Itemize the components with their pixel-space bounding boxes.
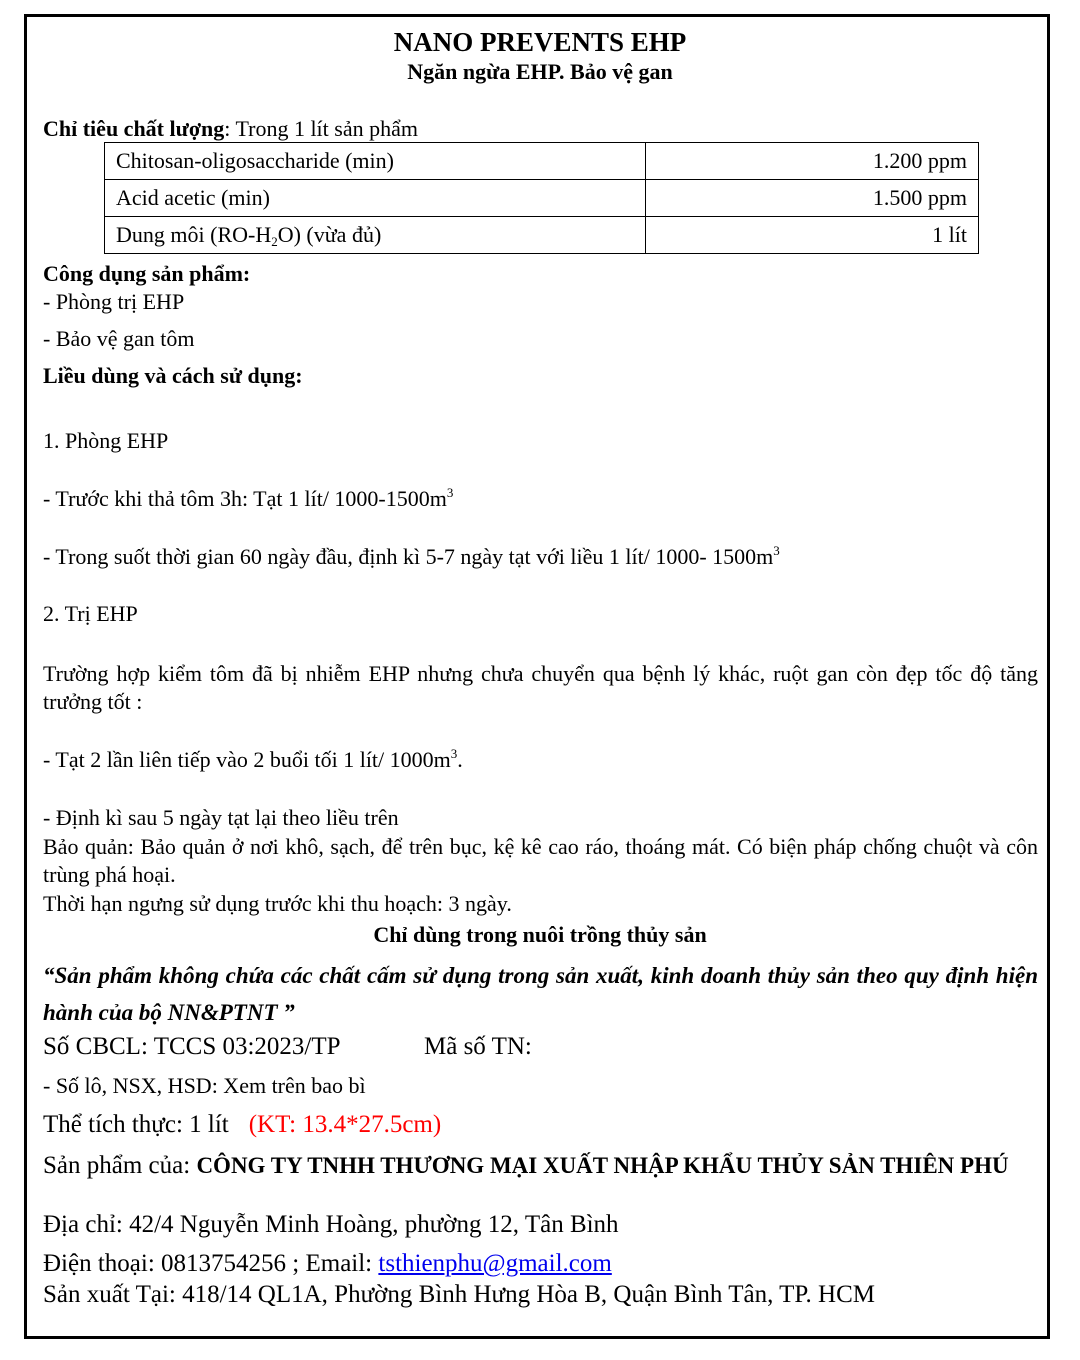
email-link[interactable]: tsthienphu@gmail.com [378,1250,612,1277]
treat-heading: 2. Trị EHP [43,601,138,626]
list-item: - Bảo vệ gan tôm [43,326,195,351]
dosage-heading: Liều dùng và cách sử dụng: [43,363,303,388]
company-line: Sản phẩm của: CÔNG TY TNHH THƯƠNG MẠI XUẤT NHẬP KHẨU THỦY SẢN THIÊN PHÚ [43,1152,1009,1179]
uses-heading: Công dụng sản phẩm: [43,261,251,286]
treat-step-1: - Tạt 2 lần liên tiếp vào 2 buổi tối 1 lít/ $1000m^3$. [43,746,463,772]
factory-address: Sản xuất Tại: 418/14 QL1A, Phường Bình Hưng Hòa B, Quận Bình Tân, TP. HCM [43,1281,875,1308]
company-contact: Điện thoại: 0813754256 ; Email: tsthienphu@gmail.com [43,1250,612,1277]
volume-line: Thể tích thực: 1 lít (KT: 13.4*27.5cm) [43,1111,442,1138]
lot-info: - Số lô, NSX, HSD: Xem trên bao bì [43,1073,366,1098]
table-row [105,217,979,254]
quality-table [104,142,979,254]
spec-name: Acid acetic (min) [105,180,646,217]
prevent-step-1: - Trước khi thả tôm 3h: Tạt 1 lít/ $1000-1500m^3$ [43,485,454,511]
spec-name: Dung môi $(RO-H_2O)$ (vừa đủ) [105,217,646,254]
prevent-step-2: - Trong suốt thời gian 60 ngày đầu, định kì 5-7 ngày tạt với liều 1 lít/ 1000- $1500m^3$ [43,543,780,569]
quality-text: : Trong 1 lít sản phẩm [224,116,418,141]
withdrawal-text: Thời hạn ngưng sử dụng trước khi thu hoạch: 3 ngày. [43,891,512,916]
prevent-heading: 1. Phòng EHP [43,428,169,453]
product-title: NANO PREVENTS EHP [393,27,687,57]
cbcl-number: Số CBCL: TCCS 03:2023/TP [43,1033,341,1060]
spec-name: Chitosan-oligosaccharide (min) [105,143,646,180]
company-address: Địa chỉ: 42/4 Nguyễn Minh Hoàng, phường 12, Tân Bình [43,1211,619,1238]
quality-line [43,115,418,143]
table-row [105,180,979,217]
spec-value: 1 lít [646,217,979,254]
product-subtitle: Ngăn ngừa EHP. Bảo vệ gan [407,59,673,84]
ma-so-tn: Mã số TN: [424,1033,532,1060]
table-row [105,143,979,180]
statement-text: “Sản phẩm không chứa các chất cấm sử dụng trong sản xuất, kinh doanh thủy sản theo quy định hiện hành của bộ NN&PTNT ” [43,963,1038,1025]
treat-step-2: - Định kì sau 5 ngày tạt lại theo liều trên [43,805,399,830]
spec-value: 1.500 ppm [646,180,979,217]
spec-value: 1.200 ppm [646,143,979,180]
company-name: CÔNG TY TNHH THƯƠNG MẠI XUẤT NHẬP KHẨU THỦY SẢN THIÊN PHÚ [196,1153,1009,1178]
storage-text: Bảo quản: Bảo quản ở nơi khô, sạch, để trên bục, kệ kê cao ráo, thoáng mát. Có biện pháp chống chuột và côn trùng phá hoại. [43,834,1038,887]
treat-paragraph: Trường hợp kiểm tôm đã bị nhiễm EHP nhưng chưa chuyển qua bệnh lý khác, ruột gan còn đẹp tốc độ tăng trưởng tốt : [43,661,1038,714]
aquaculture-only: Chỉ dùng trong nuôi trồng thủy sản [373,922,707,947]
list-item: - Phòng trị EHP [43,289,185,314]
size-note: (KT: 13.4*27.5cm) [248,1111,442,1138]
quality-label: Chỉ tiêu chất lượng [43,116,225,141]
